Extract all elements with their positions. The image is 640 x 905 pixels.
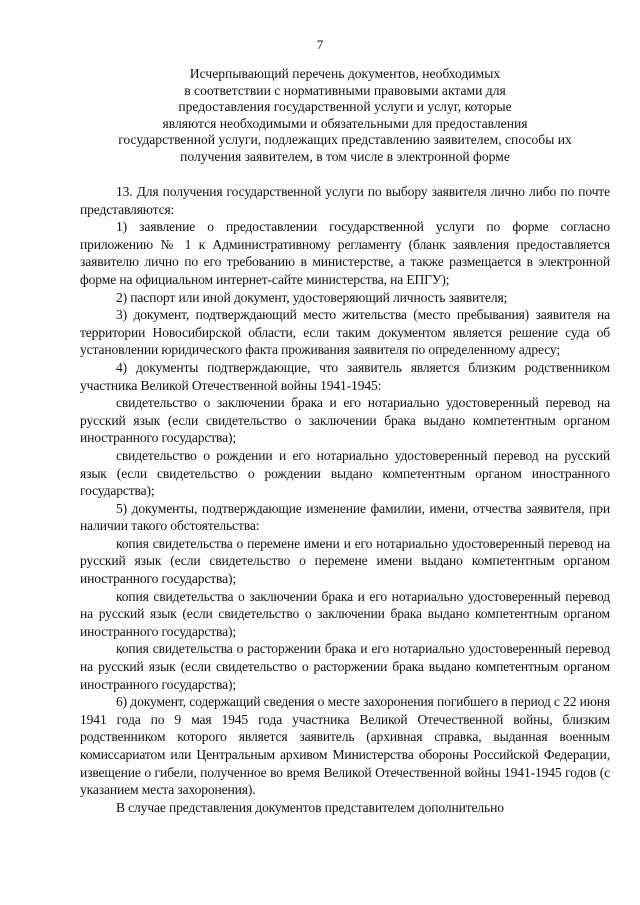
paragraph-representative: В случае представления документов представителем дополнительно	[116, 799, 504, 815]
paragraph-item-5-marriage: копия свидетельства о заключении брака и его нотариально удостоверенный перевод на русский язык (если свидетельство о заключении брака выдано компетентным органом иностранного государства);	[80, 588, 610, 639]
heading-line: государственной услуги, подлежащих представлению заявителем, способы их	[118, 132, 572, 148]
paragraph-item-5-divorce: копия свидетельства о расторжении брака и его нотариально удостоверенный перевод на русский язык (если свидетельство о расторжении брака выдано компетентным органом иностранного государства);	[80, 641, 610, 692]
heading-line: являются необходимыми и обязательными для предоставления	[162, 115, 528, 131]
document-body	[80, 183, 610, 816]
paragraph-item-4-birth: свидетельство о рождении и его нотариально удостоверенный перевод на русский язык (если свидетельство о рождении выдано компетентным органом иностранного государства);	[80, 447, 610, 499]
paragraph-clause-13: 13. Для получения государственной услуги по выбору заявителя лично либо по почте представляются:	[80, 184, 610, 217]
paragraph-item-5: 5) документы, подтверждающие изменение фамилии, имени, отчества заявителя, при наличии такого обстоятельства:	[80, 500, 610, 534]
heading-line: получения заявителем, в том числе в электронной форме	[180, 148, 510, 164]
heading-line: предоставления государственной услуги и услуг, которые	[178, 99, 512, 115]
paragraph-item-4: 4) документы подтверждающие, что заявитель является близким родственником участника Великой Отечественной войны 1941-1945:	[80, 359, 610, 393]
heading-line: в соответствии с нормативными правовыми актами для	[184, 82, 506, 98]
paragraph-item-2: 2) паспорт или иной документ, удостоверяющий личность заявителя;	[116, 289, 508, 305]
section-heading	[80, 66, 610, 166]
page-number: 7	[316, 37, 324, 52]
paragraph-item-3: 3) документ, подтверждающий место жительства (место пребывания) заявителя на территории Новосибирской области, если таким документом является решение суда об установлении юридического факта проживания заявителя по определенному адресу;	[80, 307, 610, 358]
paragraph-item-1: 1) заявление о предоставлении государственной услуги по форме согласно приложению № 1 к Административному регламенту (бланк заявления предоставляется заявителю лично по его требованию в министерстве, а также размещается в электронной форме на официальном интернет-сайте министерства, на ЕПГУ);	[80, 219, 610, 287]
paragraph-item-4-marriage: свидетельство о заключении брака и его нотариально удостоверенный перевод на русский язык (если свидетельство о заключении брака выдано компетентным органом иностранного государства);	[80, 395, 610, 446]
heading-line: Исчерпывающий перечень документов, необходимых	[189, 66, 501, 81]
paragraph-item-5-name-change: копия свидетельства о перемене имени и его нотариально удостоверенный перевод на русский язык (если свидетельство о перемене имени выдано компетентным органом иностранного государства);	[80, 535, 610, 587]
paragraph-item-6: 6) документ, содержащий сведения о месте захоронения погибшего в период с 22 июня 1941 года по 9 мая 1945 года участника Великой Отечественной войны, близким родственником которого является заявитель (архивная справка, выданная военным комиссариатом или Центральным архивом Министерства обороны Российской Федерации, извещение о гибели, полученное во время Великой Отечественной войны 1941-1945 годов (с указанием места захоронения).	[80, 694, 610, 798]
